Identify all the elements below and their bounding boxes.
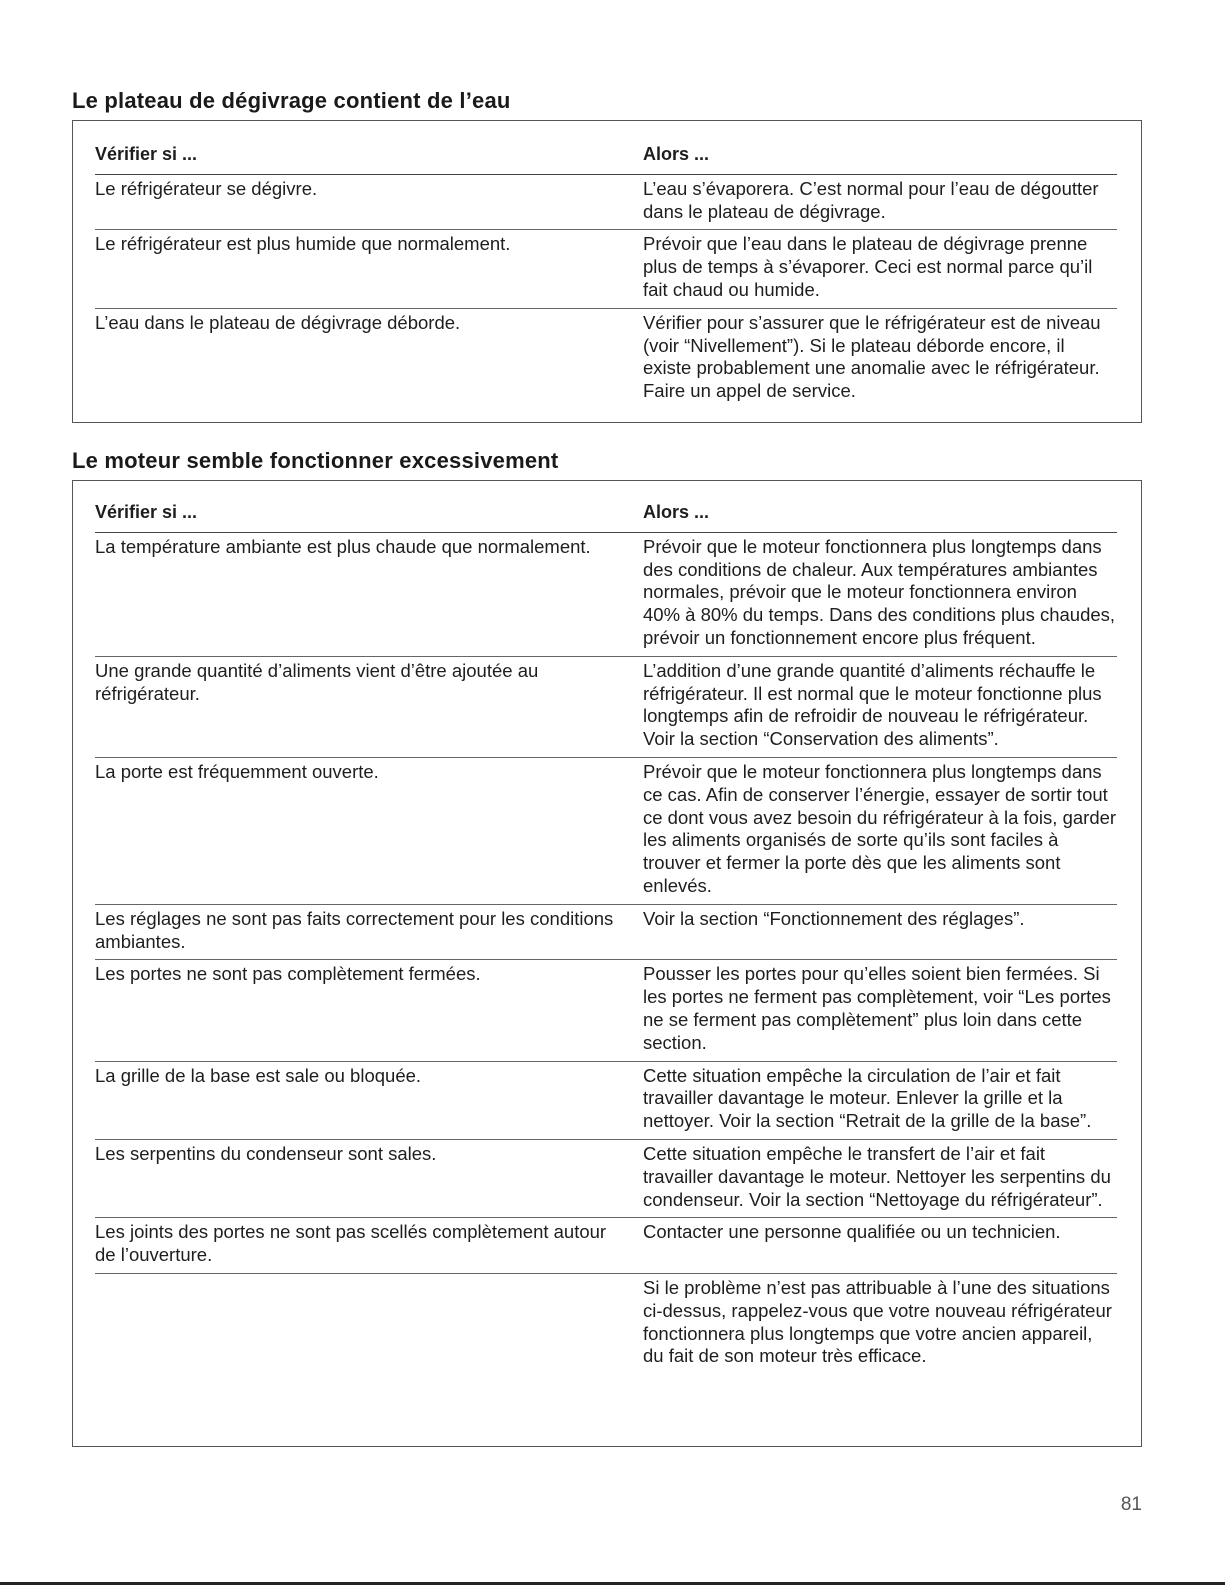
defrost-table <box>95 143 1117 409</box>
check-cell: Une grande quantité d’aliments vient d’être ajoutée au réfrigérateur. <box>95 656 643 757</box>
table-row <box>95 904 1117 960</box>
section-title-defrost: Le plateau de dégivrage contient de l’eau <box>72 88 511 113</box>
table-row <box>95 308 1117 409</box>
check-cell: Les réglages ne sont pas faits correctement pour les conditions ambiantes. <box>95 904 643 960</box>
table-row <box>95 1139 1117 1217</box>
then-cell: L’addition d’une grande quantité d’aliments réchauffe le réfrigérateur. Il est normal que le moteur fonctionne plus longtemps afin de refroidir de nouveau le réfrigérateur. Voir la section “Conservation des aliments”. <box>643 656 1117 757</box>
then-cell: Si le problème n’est pas attribuable à l’une des situations ci-dessus, rappelez-vous que votre nouveau réfrigérateur fonctionnera plus longtemps que votre ancien appareil, du fait de son moteur très efficace. <box>643 1276 1112 1367</box>
check-cell: La température ambiante est plus chaude que normalement. <box>95 532 643 656</box>
section-title-motor: Le moteur semble fonctionner excessivement <box>72 448 559 473</box>
table-row <box>95 1218 1117 1274</box>
check-cell: Les joints des portes ne sont pas scellés complètement autour de l’ouverture. <box>95 1218 643 1274</box>
then-cell: Cette situation empêche le transfert de l’air et fait travailler davantage le moteur. Nettoyer les serpentins du condenseur. Voir la section “Nettoyage du réfrigérateur”. <box>643 1139 1117 1217</box>
table-row <box>95 960 1117 1061</box>
check-cell: L’eau dans le plateau de dégivrage déborde. <box>95 311 461 333</box>
table-row <box>95 532 1117 656</box>
table-row <box>95 757 1117 904</box>
then-cell: Prévoir que le moteur fonctionnera plus longtemps dans ce cas. Afin de conserver l’énergie, essayer de sortir tout ce dont vous avez besoin du réfrigérateur à la fois, garder les aliments organisés de sorte qu’ils sont faciles à trouver et fermer la porte dès que les aliments sont enlevés. <box>643 757 1117 904</box>
table-header-row <box>95 501 1117 532</box>
table-row <box>95 1061 1117 1139</box>
check-cell: La grille de la base est sale ou bloquée. <box>95 1061 643 1139</box>
check-cell: Les portes ne sont pas complètement fermées. <box>95 960 643 1061</box>
then-cell: L’eau s’évaporera. C’est normal pour l’eau de dégoutter dans le plateau de dégivrage. <box>643 174 1117 230</box>
header-check: Vérifier si ... <box>95 143 643 174</box>
then-cell: Contacter une personne qualifiée ou un technicien. <box>643 1218 1117 1274</box>
check-cell <box>95 1273 643 1374</box>
motor-table-box <box>72 480 1142 1447</box>
table-row <box>95 1273 1117 1374</box>
check-cell: Le réfrigérateur est plus humide que normalement. <box>95 230 643 308</box>
table-header-row <box>95 143 1117 174</box>
check-cell: La porte est fréquemment ouverte. <box>95 757 643 904</box>
table-row <box>95 230 1117 308</box>
defrost-table-box <box>72 120 1142 423</box>
page-number: 81 <box>1120 1494 1142 1515</box>
check-cell: Le réfrigérateur se dégivre. <box>95 174 643 230</box>
motor-table <box>95 501 1117 1374</box>
table-row <box>95 656 1117 757</box>
then-cell: Prévoir que le moteur fonctionnera plus longtemps dans des conditions de chaleur. Aux températures ambiantes normales, prévoir que le moteur fonctionnera environ 40% à 80% du temps. Dans des conditions plus chaudes, prévoir un fonctionnement encore plus fréquent. <box>643 532 1117 656</box>
then-cell: Pousser les portes pour qu’elles soient bien fermées. Si les portes ne ferment pas complètement, voir “Les portes ne se ferment pas complètement” plus loin dans cette section. <box>643 960 1117 1061</box>
check-cell: Les serpentins du condenseur sont sales. <box>95 1139 643 1217</box>
header-check: Vérifier si ... <box>95 501 643 532</box>
then-cell: Vérifier pour s’assurer que le réfrigérateur est de niveau (voir “Nivellement”). Si le plateau déborde encore, il existe probablement une anomalie avec le réfrigérateur. Faire un appel de service. <box>643 311 1101 402</box>
then-cell: Cette situation empêche la circulation de l’air et fait travailler davantage le moteur. Enlever la grille et la nettoyer. Voir la section “Retrait de la grille de la base”. <box>643 1061 1117 1139</box>
then-cell: Voir la section “Fonctionnement des réglages”. <box>643 904 1117 960</box>
then-cell: Prévoir que l’eau dans le plateau de dégivrage prenne plus de temps à s’évaporer. Ceci est normal parce qu’il fait chaud ou humide. <box>643 230 1117 308</box>
header-then: Alors ... <box>643 143 1117 174</box>
table-row <box>95 174 1117 230</box>
header-then: Alors ... <box>643 501 1117 532</box>
